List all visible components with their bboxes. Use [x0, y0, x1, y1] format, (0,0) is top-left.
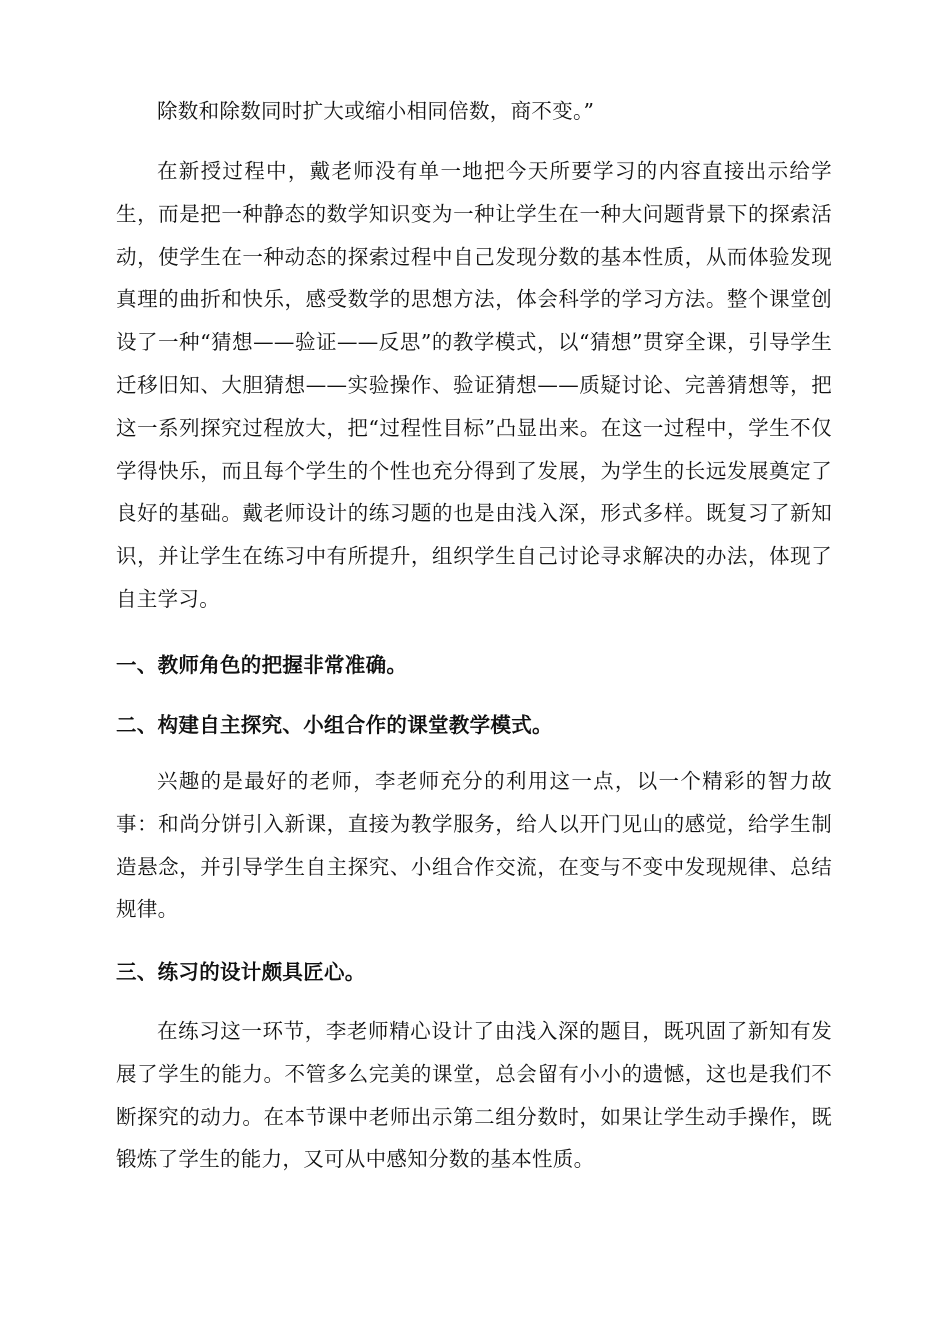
paragraph-new-lesson: 在新授过程中，戴老师没有单一地把今天所要学习的内容直接出示给学生，而是把一种静态的数学知识变为一种让学生在一种大问题背景下的探索活动，使学生在一种动态的探索过程中自己发现分数的基本性质，从而体验发现真理的曲折和快乐，感受数学的思想方法，体会科学的学习方法。整个课堂创设了一种“猜想——验证——反思”的教学模式，以“猜想”贯穿全课，引导学生迁移旧知、大胆猜想——实验操作、验证猜想——质疑讨论、完善猜想等，把这一系列探究过程放大，把“过程性目标”凸显出来。在这一过程中，学生不仅学得快乐，而且每个学生的个性也充分得到了发展，为学生的长远发展奠定了良好的基础。戴老师设计的练习题的也是由浅入深，形式多样。既复习了新知识，并让学生在练习中有所提升，组织学生自己讨论寻求解决的办法，体现了自主学习。: [116, 159, 832, 611]
heading-teacher-role: 一、教师角色的把握非常准确。: [116, 653, 408, 677]
heading-teaching-model: 二、构建自主探究、小组合作的课堂教学模式。: [116, 713, 553, 737]
paragraph-interest: 兴趣的是最好的老师，李老师充分的利用这一点，以一个精彩的智力故事：和尚分饼引入新课，直接为教学服务，给人以开门见山的感觉，给学生制造悬念，并引导学生自主探究、小组合作交流，在变与不变中发现规律、总结规律。: [116, 769, 832, 922]
heading-exercise-design: 三、练习的设计颇具匠心。: [116, 960, 366, 984]
continuation-line: 除数和除数同时扩大或缩小相同倍数，商不变。”: [157, 99, 595, 123]
paragraph-exercise: 在练习这一环节，李老师精心设计了由浅入深的题目，既巩固了新知有发展了学生的能力。不管多么完美的课堂，总会留有小小的遗憾，这也是我们不断探究的动力。在本节课中老师出示第二组分数时，如果让学生动手操作，既锻炼了学生的能力，又可从中感知分数的基本性质。: [116, 1019, 832, 1172]
